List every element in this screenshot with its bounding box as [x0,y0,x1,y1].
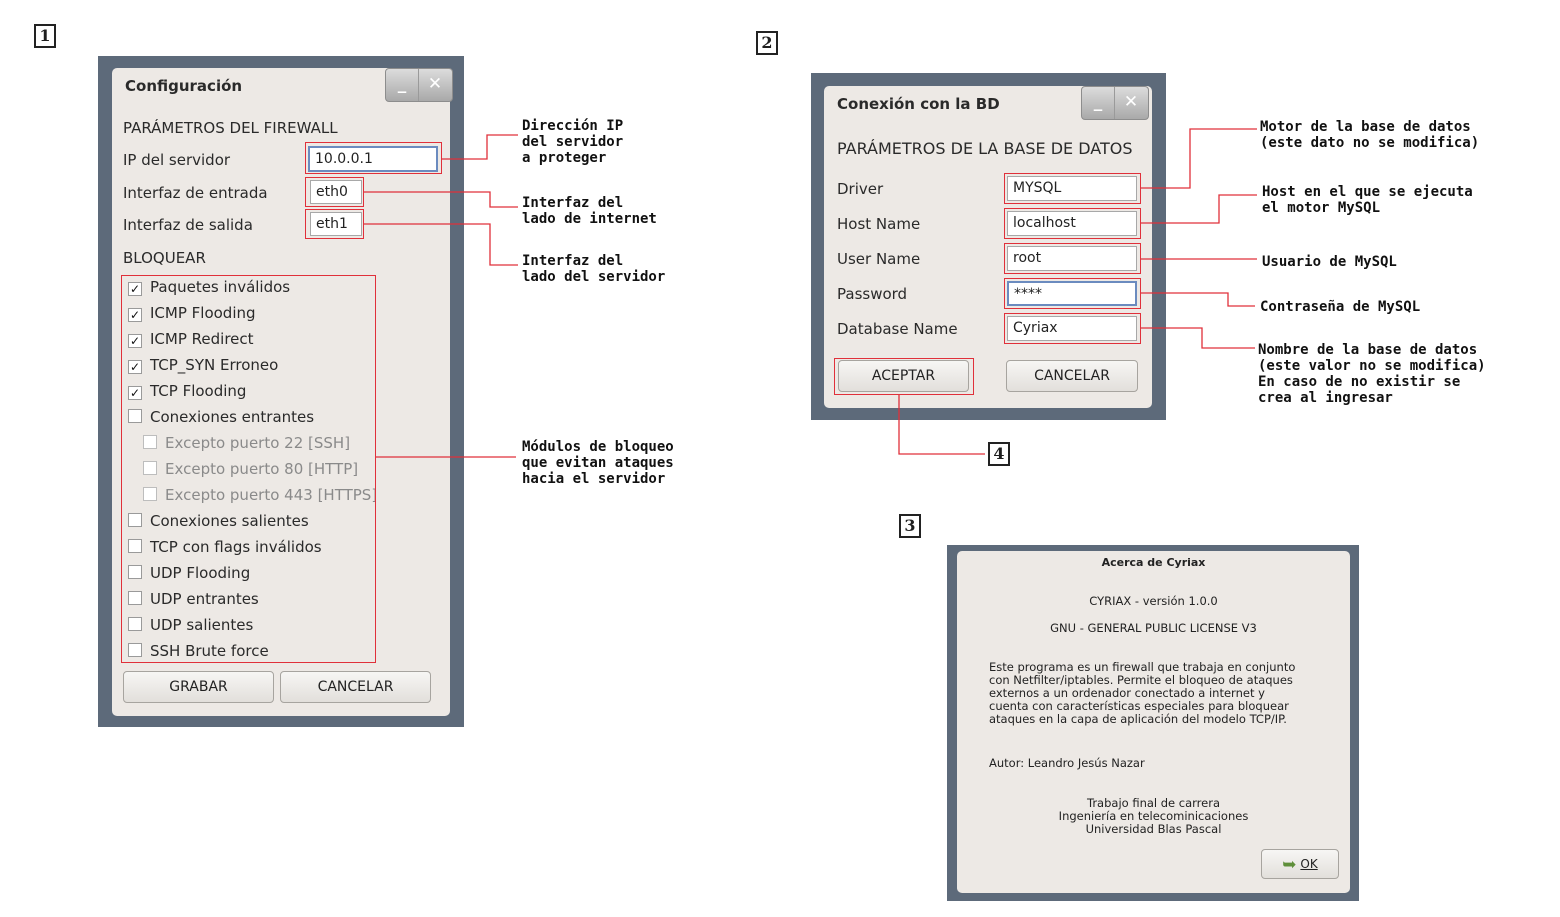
checkbox-label: Conexiones entrantes [150,408,315,426]
out-interface-label: Interfaz de salida [123,216,253,234]
checkbox-label: TCP con flags inválidos [150,538,322,556]
ok-label: OK [1300,857,1318,871]
checkbox-label: TCP Flooding [150,382,247,400]
checkbox-label: ICMP Flooding [150,304,256,322]
checkbox-label: Excepto puerto 80 [HTTP] [165,460,359,478]
user-input[interactable]: root [1007,246,1137,271]
step-marker-2: 2 [756,31,778,55]
user-label: User Name [837,250,921,268]
about-license: GNU - GENERAL PUBLIC LICENSE V3 [1050,621,1257,635]
step-marker-3: 3 [899,514,921,538]
section-firewall-heading: PARÁMETROS DEL FIREWALL [123,119,338,137]
dbname-annotation: Nombre de la base de datos (este valor no se modifica) En caso de no existir se crea al ingresar [1258,342,1486,406]
in-interface-annotation: Interfaz del lado de internet [522,195,657,227]
about-author: Autor: Leandro Jesús Nazar [989,756,1145,770]
checkbox-label: Conexiones salientes [150,512,309,530]
step-marker-4: 4 [988,442,1010,466]
driver-label: Driver [837,180,884,198]
minimize-icon[interactable]: _ [1082,87,1115,119]
window-title: Configuración [125,77,243,95]
accept-button[interactable]: ACEPTAR [838,360,969,392]
checkbox-label: UDP entrantes [150,590,259,608]
section-db-heading: PARÁMETROS DE LA BASE DE DATOS [837,139,1133,158]
modules-annotation: Módulos de bloqueo que evitan ataques hacia el servidor [522,439,674,487]
checkbox-label: TCP_SYN Erroneo [150,356,279,374]
checkmark-icon: ✓ [129,282,141,296]
host-input[interactable]: localhost [1007,211,1137,236]
checkmark-icon: ✓ [129,308,141,322]
ip-label: IP del servidor [123,151,231,169]
dbname-label: Database Name [837,320,958,338]
dbname-input[interactable]: Cyriax [1007,316,1137,341]
checkbox-label: SSH Brute force [150,642,269,660]
step-marker-1: 1 [34,24,56,48]
window-title: Conexión con la BD [837,95,1000,113]
check-arrow-icon: ➥ [1282,855,1297,875]
in-interface-input[interactable]: eth0 [310,180,362,204]
checkmark-icon: ✓ [129,386,141,400]
close-icon[interactable]: ✕ [427,74,443,94]
user-annotation: Usuario de MySQL [1262,254,1397,270]
close-icon[interactable]: ✕ [1123,92,1139,112]
checkbox-label: Excepto puerto 443 [HTTPS] [165,486,378,504]
ip-input[interactable]: 10.0.0.1 [308,146,438,172]
section-block-heading: BLOQUEAR [123,249,206,267]
about-title: Acerca de Cyriax [1101,556,1206,569]
checkmark-icon: ✓ [129,334,141,348]
checkbox-label: Excepto puerto 22 [SSH] [165,434,351,452]
save-button[interactable]: GRABAR [123,671,274,703]
cancel-button[interactable]: CANCELAR [1006,360,1138,392]
checkbox-label: Paquetes inválidos [150,278,291,296]
about-version: CYRIAX - versión 1.0.0 [1089,594,1218,608]
driver-input[interactable]: MYSQL [1007,176,1137,201]
about-credits: Trabajo final de carrera Ingeniería en telecominicaciones Universidad Blas Pascal [1058,796,1249,836]
out-interface-input[interactable]: eth1 [310,212,362,236]
out-interface-annotation: Interfaz del lado del servidor [522,253,666,285]
checkbox-label: UDP Flooding [150,564,251,582]
ip-annotation: Dirección IP del servidor a proteger [522,118,624,166]
about-description: Este programa es un firewall que trabaja en conjunto con Netfilter/iptables. Permite el bloqueo de ataques externos a un ordenador conectado a internet y cuenta con características especiales para bloquear ataques en la capa de aplicación del modelo TCP/IP. [989,660,1296,726]
minimize-icon[interactable]: _ [386,69,419,101]
password-input[interactable]: **** [1007,281,1137,306]
cancel-button[interactable]: CANCELAR [280,671,431,703]
in-interface-label: Interfaz de entrada [123,184,268,202]
host-label: Host Name [837,215,921,233]
checkbox-label: UDP salientes [150,616,254,634]
checkmark-icon: ✓ [129,360,141,374]
driver-annotation: Motor de la base de datos (este dato no se modifica) [1260,119,1480,151]
checkbox-label: ICMP Redirect [150,330,254,348]
password-label: Password [837,285,908,303]
password-annotation: Contraseña de MySQL [1260,299,1421,315]
host-annotation: Host en el que se ejecuta el motor MySQL [1262,184,1473,216]
